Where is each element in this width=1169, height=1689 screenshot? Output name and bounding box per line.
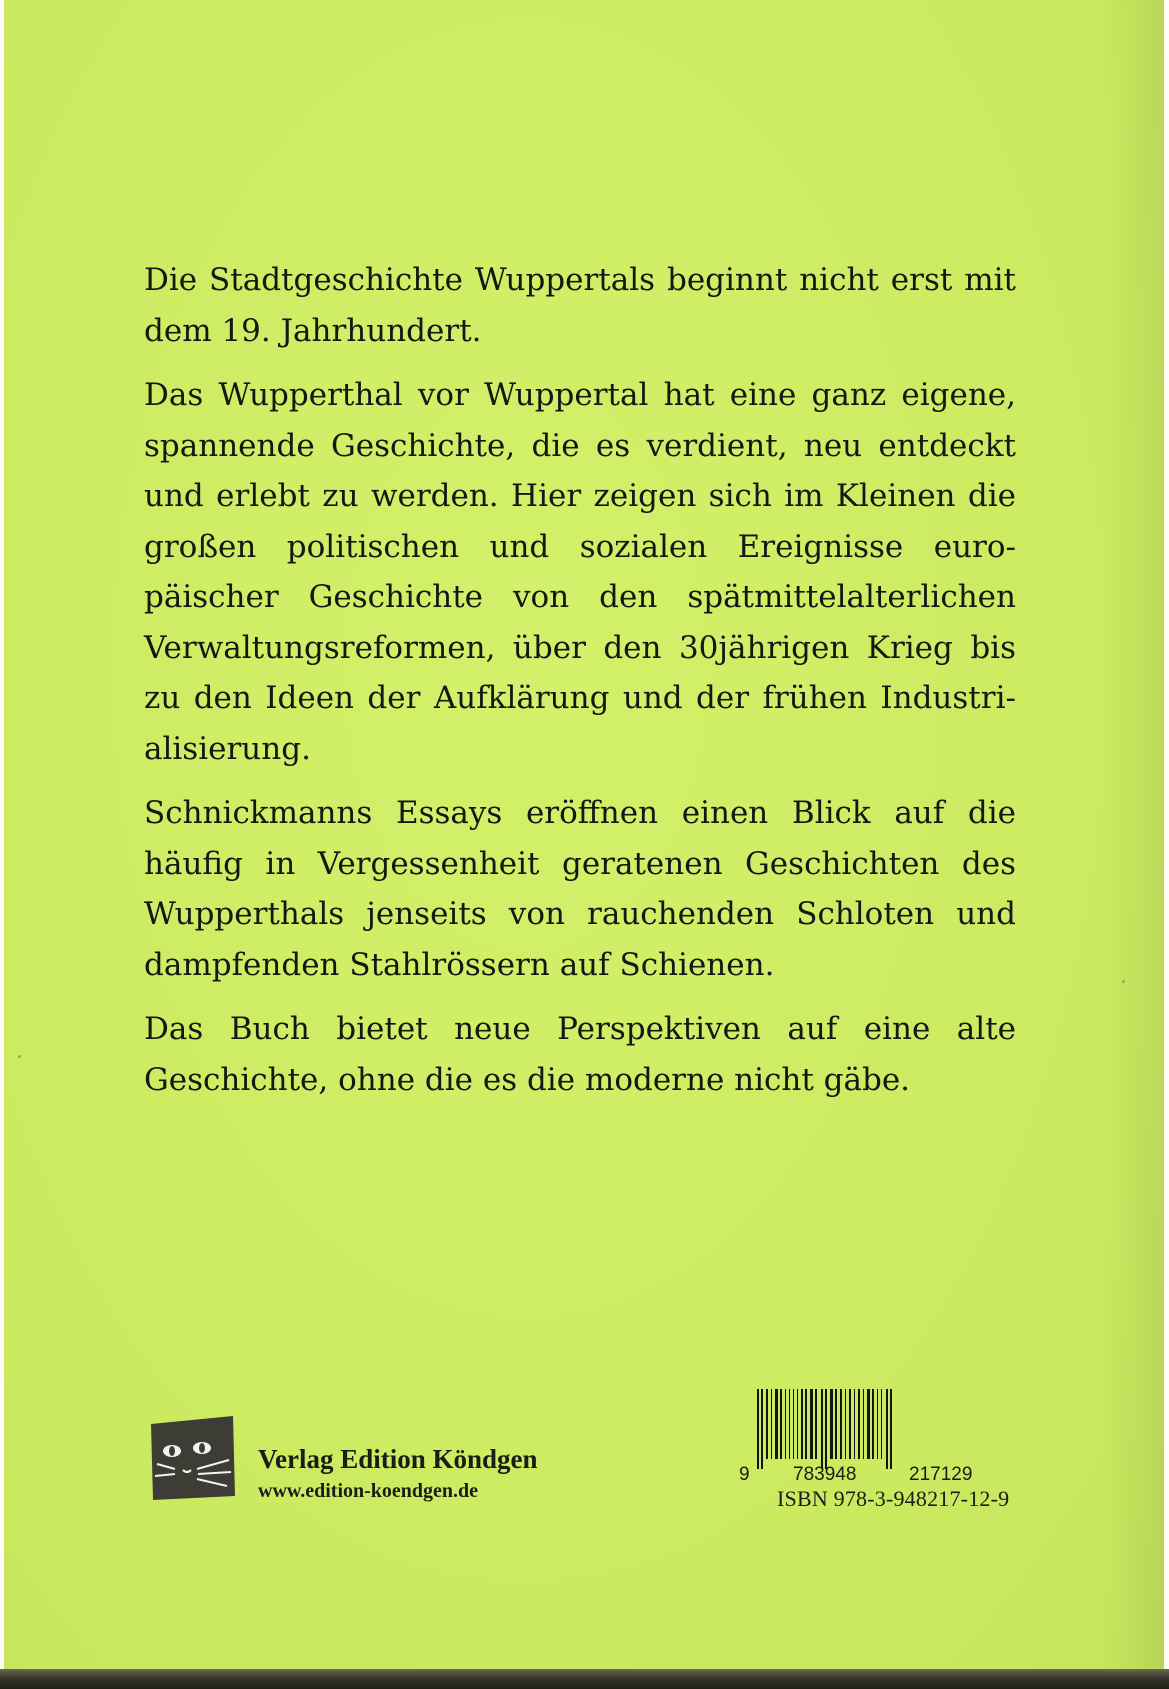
blurb-paragraph: Die Stadtgeschichte Wuppertals beginnt nicht erst mit dem 19. Jahrhundert. bbox=[144, 262, 1016, 349]
barcode-bar bbox=[867, 1389, 870, 1459]
isbn-number: ISBN 978-3-948217-12-9 bbox=[777, 1486, 1010, 1511]
cat-face-icon bbox=[147, 1414, 237, 1502]
barcode-bar bbox=[840, 1389, 842, 1459]
barcode-bar bbox=[810, 1389, 813, 1459]
barcode-bar bbox=[845, 1389, 846, 1459]
barcode-bar bbox=[797, 1389, 798, 1459]
barcode-bar bbox=[793, 1389, 794, 1459]
ean-barcode bbox=[737, 1387, 1037, 1487]
barcode-bar bbox=[877, 1389, 878, 1459]
blurb-paragraph: Das Wupperthal vor Wuppertal hat eine ganz eigene, spannende Geschichte, die es verdient, neu entdeckt und erlebt zu werden. Hier zeigen sich im Kleinen die großen politischen und sozialen Ereignisse europäischer Geschichte von den spätmittelalterlichen Verwaltungsreformen, über den 30jährigen Krieg bis zu den Ideen der Aufklärung und der frühen Industrialisierung. bbox=[144, 377, 1016, 767]
barcode-bar bbox=[835, 1389, 837, 1459]
barcode-bar bbox=[863, 1389, 864, 1459]
barcode-bar bbox=[825, 1389, 827, 1469]
scan-speck bbox=[18, 1055, 21, 1058]
scan-bottom-edge bbox=[0, 1669, 1169, 1689]
barcode-bar bbox=[771, 1389, 772, 1459]
publisher-url: www.edition-koendgen.de bbox=[258, 1480, 479, 1502]
barcode-bar bbox=[805, 1389, 807, 1459]
barcode-bar bbox=[757, 1389, 759, 1469]
barcode-bar bbox=[881, 1389, 882, 1459]
blurb-paragraph: Schnickmanns Essays eröffnen einen Blick auf die häufig in Vergessenheit geratenen Geschichten des Wupperthals jenseits von rauchenden Schloten und dampfenden Stahlrössern auf Schienen. bbox=[144, 795, 1016, 983]
barcode-right-group: 217129 bbox=[909, 1464, 973, 1485]
barcode-bar bbox=[830, 1389, 833, 1459]
barcode-bar bbox=[801, 1389, 803, 1459]
blurb-text bbox=[144, 255, 1016, 1119]
barcode-bar bbox=[766, 1389, 768, 1459]
cover-shading bbox=[1104, 0, 1164, 1672]
blurb-paragraph: Das Buch bietet neue Perspektiven auf eine alte Geschichte, ohne die es die moderne nicht gäbe. bbox=[144, 1011, 1016, 1098]
barcode-first-digit: 9 bbox=[739, 1464, 750, 1485]
barcode-bar bbox=[854, 1389, 855, 1459]
barcode-bar bbox=[815, 1389, 817, 1459]
barcode-left-group: 783948 bbox=[793, 1464, 857, 1485]
barcode-bar bbox=[886, 1389, 888, 1469]
barcode-bar bbox=[761, 1389, 763, 1469]
barcode-bar bbox=[849, 1389, 851, 1459]
barcode-bar bbox=[785, 1389, 786, 1459]
barcode-bar bbox=[858, 1389, 860, 1459]
scan-speck bbox=[1122, 980, 1125, 983]
barcode-block bbox=[737, 1387, 1037, 1527]
publisher-name: Verlag Edition Köndgen bbox=[258, 1444, 538, 1474]
barcode-bar bbox=[789, 1389, 790, 1459]
book-back-cover bbox=[4, 0, 1164, 1672]
barcode-bar bbox=[872, 1389, 874, 1459]
barcode-bar bbox=[890, 1389, 892, 1469]
barcode-bar bbox=[775, 1389, 778, 1459]
barcode-bar bbox=[780, 1389, 782, 1459]
barcode-bar bbox=[821, 1389, 823, 1469]
